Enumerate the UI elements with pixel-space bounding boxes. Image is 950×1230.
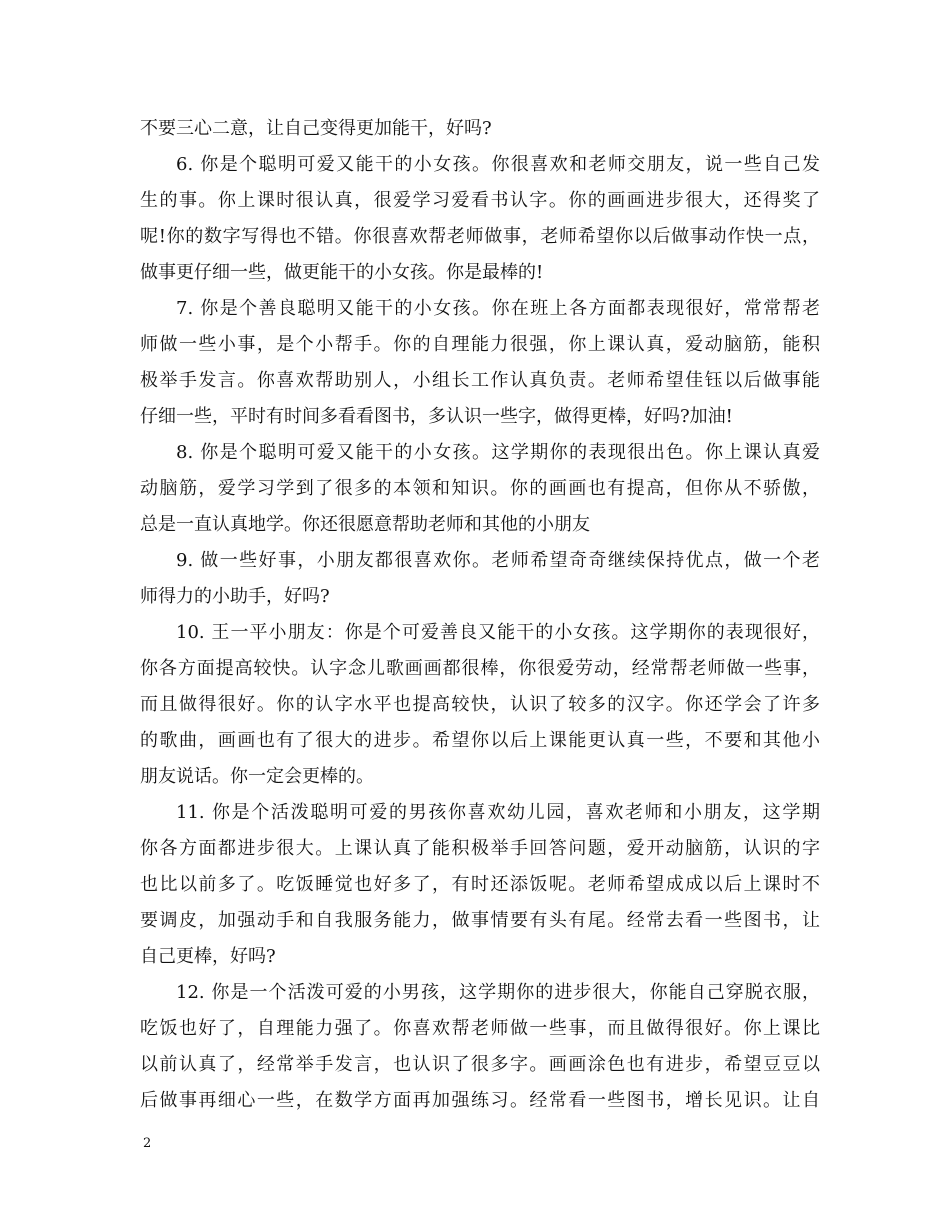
text-line: 你各方面都进步很大。上课认真了能积极举手回答问题，爱开动脑筋，认识的字 bbox=[140, 838, 820, 859]
text-line: 自己更棒，好吗? bbox=[140, 946, 276, 967]
text-line: 吃饭也好了，自理能力强了。你喜欢帮老师做一些事，而且做得很好。你上课比 bbox=[140, 1018, 820, 1039]
text-line: 12. 你是一个活泼可爱的小男孩，这学期你的进步很大，你能自己穿脱衣服， bbox=[176, 982, 820, 1003]
text-line: 你各方面提高较快。认字念儿歌画画都很棒，你很爱劳动，经常帮老师做一些事， bbox=[140, 658, 820, 679]
text-line: 要调皮，加强动手和自我服务能力，做事情要有头有尾。经常去看一些图书，让 bbox=[140, 910, 820, 931]
page-number: 2 bbox=[143, 1136, 152, 1151]
text-line: 极举手发言。你喜欢帮助别人，小组长工作认真负责。老师希望佳钰以后做事能 bbox=[140, 370, 820, 391]
text-line: 总是一直认真地学。你还很愿意帮助老师和其他的小朋友 bbox=[140, 514, 590, 535]
text-line: 做事更仔细一些，做更能干的小女孩。你是最棒的! bbox=[140, 262, 544, 283]
text-line: 动脑筋，爱学习学到了很多的本领和知识。你的画画也有提高，但你从不骄傲， bbox=[140, 478, 820, 499]
text-line: 朋友说话。你一定会更棒的。 bbox=[140, 766, 374, 787]
text-line: 7. 你是个善良聪明又能干的小女孩。你在班上各方面都表现很好，常常帮老 bbox=[176, 298, 820, 319]
text-line: 师做一些小事，是个小帮手。你的自理能力很强，你上课认真，爱动脑筋，能积 bbox=[140, 334, 820, 355]
document-body bbox=[140, 111, 820, 1119]
text-line: 不要三心二意，让自己变得更加能干，好吗? bbox=[140, 118, 492, 139]
text-line: 仔细一些，平时有时间多看看图书，多认识一些字，做得更棒，好吗?加油! bbox=[140, 406, 733, 427]
text-line: 也比以前多了。吃饭睡觉也好多了，有时还添饭呢。老师希望成成以后上课时不 bbox=[140, 874, 820, 895]
text-line: 呢!你的数字写得也不错。你很喜欢帮老师做事，老师希望你以后做事动作快一点， bbox=[140, 226, 820, 247]
text-line: 8. 你是个聪明可爱又能干的小女孩。这学期你的表现很出色。你上课认真爱 bbox=[176, 442, 820, 463]
text-line: 生的事。你上课时很认真，很爱学习爱看书认字。你的画画进步很大，还得奖了 bbox=[140, 190, 820, 211]
text-line: 10. 王一平小朋友：你是个可爱善良又能干的小女孩。这学期你的表现很好， bbox=[176, 622, 820, 643]
text-line: 6. 你是个聪明可爱又能干的小女孩。你很喜欢和老师交朋友，说一些自己发 bbox=[176, 154, 820, 175]
text-line: 后做事再细心一些，在数学方面再加强练习。经常看一些图书，增长见识。让自 bbox=[140, 1090, 820, 1111]
text-line: 11. 你是个活泼聪明可爱的男孩你喜欢幼儿园，喜欢老师和小朋友，这学期 bbox=[176, 802, 820, 823]
text-line: 9. 做一些好事，小朋友都很喜欢你。老师希望奇奇继续保持优点，做一个老 bbox=[176, 550, 820, 571]
text-line: 师得力的小助手，好吗? bbox=[140, 586, 330, 607]
text-line: 而且做得很好。你的认字水平也提高较快，认识了较多的汉字。你还学会了许多 bbox=[140, 694, 820, 715]
text-line: 以前认真了，经常举手发言，也认识了很多字。画画涂色也有进步，希望豆豆以 bbox=[140, 1054, 820, 1075]
text-line: 的歌曲，画画也有了很大的进步。希望你以后上课能更认真一些，不要和其他小 bbox=[140, 730, 820, 751]
